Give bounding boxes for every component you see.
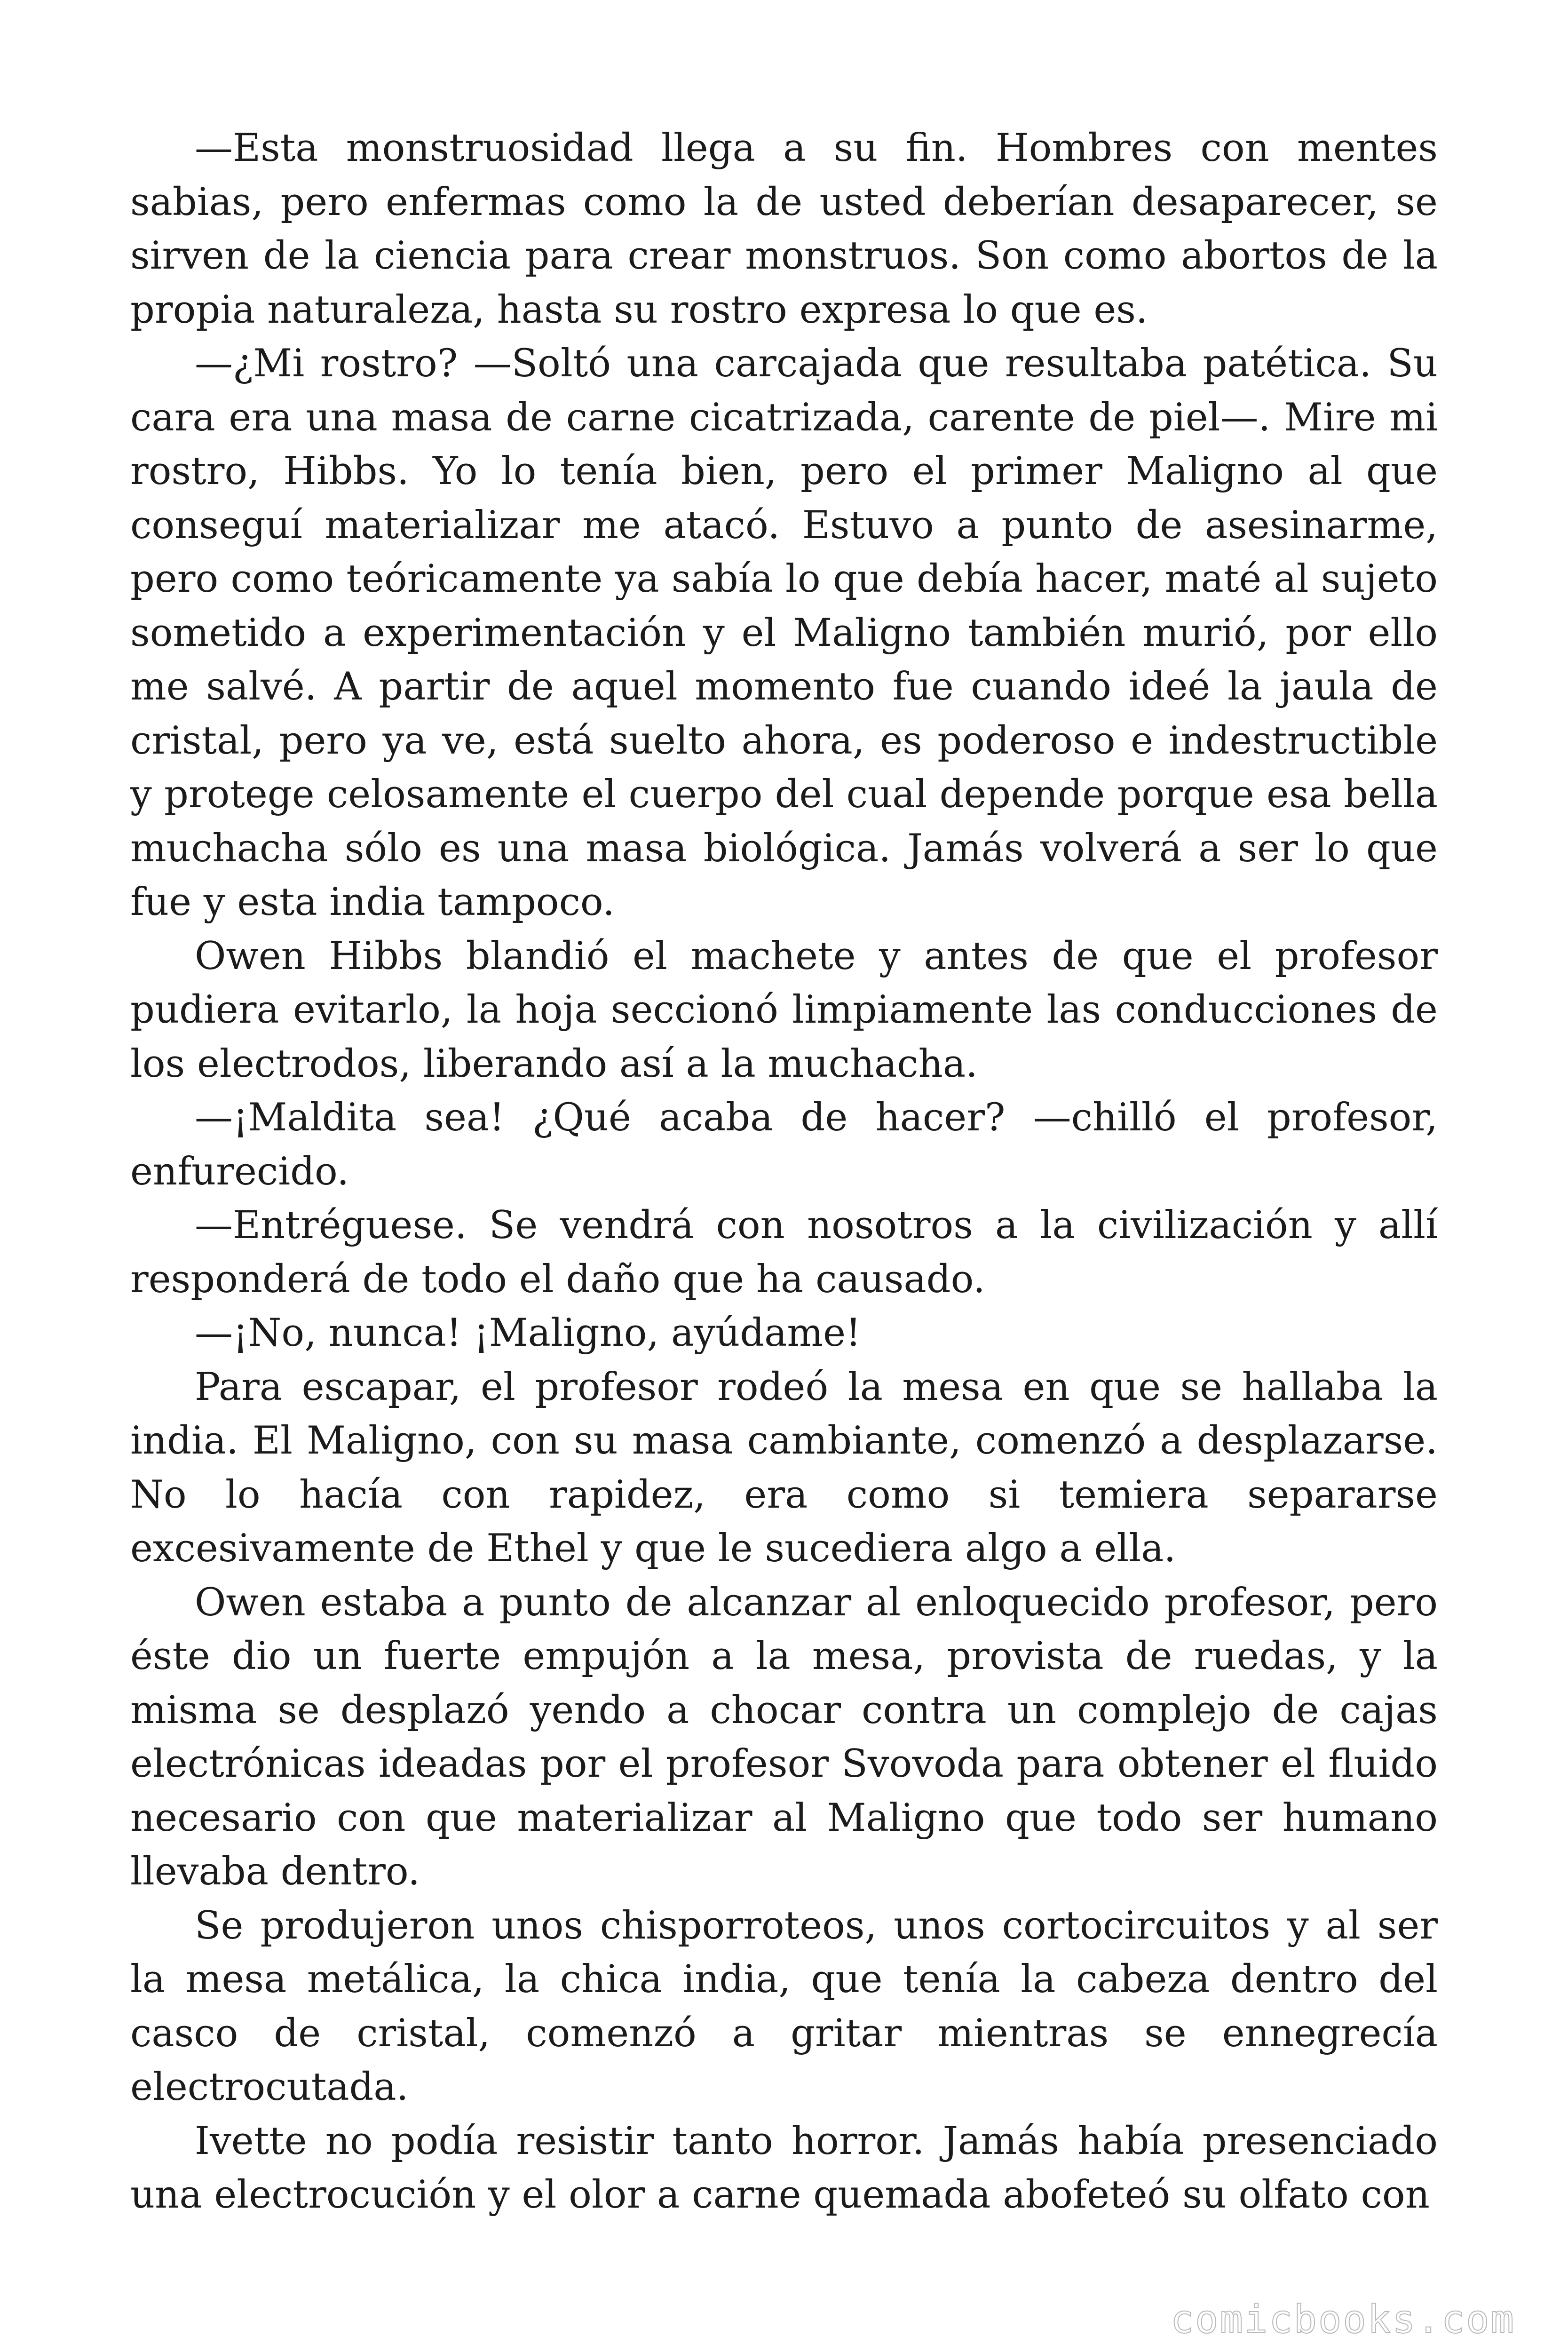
paragraph: Owen Hibbs blandió el machete y antes de que el profesor pudiera evitarlo, la hoja seccionó limpiamente las conducciones de los electrodos, liberando así a la muchacha. bbox=[130, 934, 1438, 1086]
watermark: comicbooks.com bbox=[1170, 2297, 1515, 2342]
paragraph: Ivette no podía resistir tanto horror. Jamás había presenciado una electrocución y el olor a carne quemada abofeteó su olfato con bbox=[130, 2119, 1438, 2217]
paragraph: Se produjeron unos chisporroteos, unos cortocircuitos y al ser la mesa metálica, la chica india, que tenía la cabeza dentro del casco de cristal, comenzó a gritar mientras se ennegrecía electrocutada. bbox=[130, 1903, 1438, 2109]
page-body bbox=[130, 121, 1438, 2222]
paragraph: —Esta monstruosidad llega a su fin. Hombres con mentes sabias, pero enfermas como la de usted deberían desaparecer, se sirven de la ciencia para crear monstruos. Son como abortos de la propia naturaleza, hasta su rostro expresa lo que es. bbox=[130, 126, 1438, 332]
paragraph: —¿Mi rostro? —Soltó una carcajada que resultaba patética. Su cara era una masa de carne cicatrizada, carente de piel—. Mire mi rostro, Hibbs. Yo lo tenía bien, pero el primer Maligno al que conseguí materializar me atacó. Estuvo a punto de asesinarme, pero como teóricamente ya sabía lo que debía hacer, maté al sujeto sometido a experimentación y el Maligno también murió, por ello me salvé. A partir de aquel momento fue cuando ideé la jaula de cristal, pero ya ve, está suelto ahora, es poderoso e indestructible y protege celosamente el cuerpo del cual depende porque esa bella muchacha sólo es una masa biológica. Jamás volverá a ser lo que fue y esta india tampoco. bbox=[130, 342, 1438, 924]
paragraph: Owen estaba a punto de alcanzar al enloquecido profesor, pero éste dio un fuerte empujón a la mesa, provista de ruedas, y la misma se desplazó yendo a chocar contra un complejo de cajas electrónicas ideadas por el profesor Svovoda para obtener el fluido necesario con que materializar al Maligno que todo ser humano llevaba dentro. bbox=[130, 1580, 1438, 1894]
paragraph: —¡No, nunca! ¡Maligno, ayúdame! bbox=[195, 1311, 861, 1355]
paragraph: —¡Maldita sea! ¿Qué acaba de hacer? —chilló el profesor, enfurecido. bbox=[130, 1096, 1438, 1194]
paragraph: Para escapar, el profesor rodeó la mesa en que se hallaba la india. El Maligno, con su masa cambiante, comenzó a desplazarse. No lo hacía con rapidez, era como si temiera separarse excesivamente de Ethel y que le sucediera algo a ella. bbox=[130, 1365, 1438, 1571]
paragraph: —Entréguese. Se vendrá con nosotros a la civilización y allí responderá de todo el daño que ha causado. bbox=[130, 1203, 1438, 1302]
